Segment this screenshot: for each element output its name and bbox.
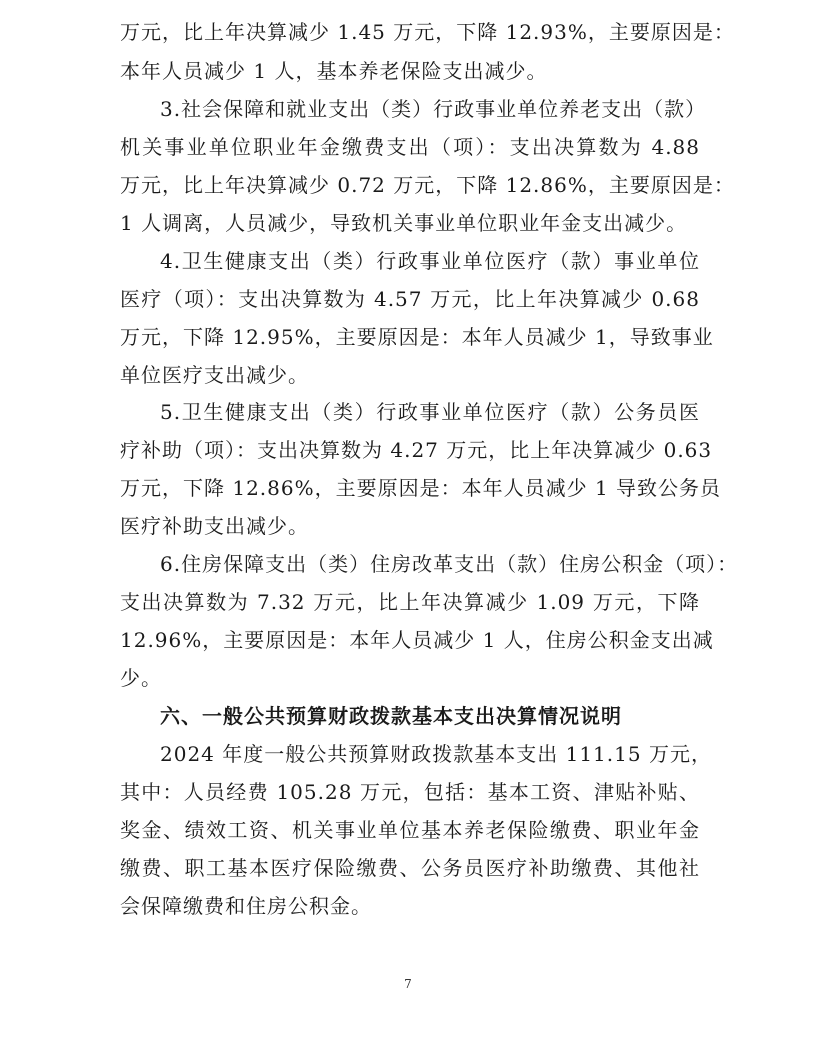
paragraph-line: 万元，比上年决算减少 0.72 万元，下降 12.86%，主要原因是： — [120, 173, 735, 197]
paragraph-line: 1 人调离，人员减少，导致机关事业单位职业年金支出减少。 — [120, 211, 688, 235]
paragraph-line: 万元，下降 12.95%，主要原因是：本年人员减少 1，导致事业 — [120, 325, 714, 349]
paragraph-line: 医疗（项）：支出决算数为 4.57 万元，比上年决算减少 0.68 — [120, 287, 700, 311]
paragraph-line: 奖金、绩效工资、机关事业单位基本养老保险缴费、职业年金 — [120, 818, 700, 842]
paragraph-line: 会保障缴费和住房公积金。 — [120, 894, 372, 918]
paragraph-line: 5.卫生健康支出（类）行政事业单位医疗（款）公务员医 — [160, 400, 700, 424]
paragraph-line: 4.卫生健康支出（类）行政事业单位医疗（款）事业单位 — [160, 249, 700, 273]
paragraph-line: 医疗补助支出减少。 — [120, 514, 309, 538]
paragraph-line: 万元，下降 12.86%，主要原因是：本年人员减少 1 导致公务员 — [120, 476, 722, 500]
paragraph-line: 疗补助（项）：支出决算数为 4.27 万元，比上年决算减少 0.63 — [120, 438, 713, 462]
paragraph-line: 单位医疗支出减少。 — [120, 363, 309, 387]
paragraph-line: 其中：人员经费 105.28 万元，包括：基本工资、津贴补贴、 — [120, 780, 700, 804]
paragraph-line: 12.96%，主要原因是：本年人员减少 1 人，住房公积金支出减 — [120, 628, 714, 652]
paragraph-line: 6.住房保障支出（类）住房改革支出（款）住房公积金（项）： — [160, 552, 739, 576]
section-heading: 六、一般公共预算财政拨款基本支出决算情况说明 — [160, 704, 622, 728]
paragraph-line: 少。 — [120, 666, 162, 690]
paragraph-line: 2024 年度一般公共预算财政拨款基本支出 111.15 万元， — [160, 742, 712, 766]
paragraph-line: 机关事业单位职业年金缴费支出（项）：支出决算数为 4.88 — [120, 135, 700, 159]
page-number: 7 — [404, 977, 412, 991]
paragraph-line: 缴费、职工基本医疗保险缴费、公务员医疗补助缴费、其他社 — [120, 856, 700, 880]
paragraph-line: 3.社会保障和就业支出（类）行政事业单位养老支出（款） — [160, 97, 707, 121]
paragraph-line: 万元，比上年决算减少 1.45 万元，下降 12.93%，主要原因是： — [120, 20, 735, 44]
paragraph-line: 支出决算数为 7.32 万元，比上年决算减少 1.09 万元，下降 — [120, 590, 700, 614]
paragraph-line: 本年人员减少 1 人，基本养老保险支出减少。 — [120, 59, 548, 83]
